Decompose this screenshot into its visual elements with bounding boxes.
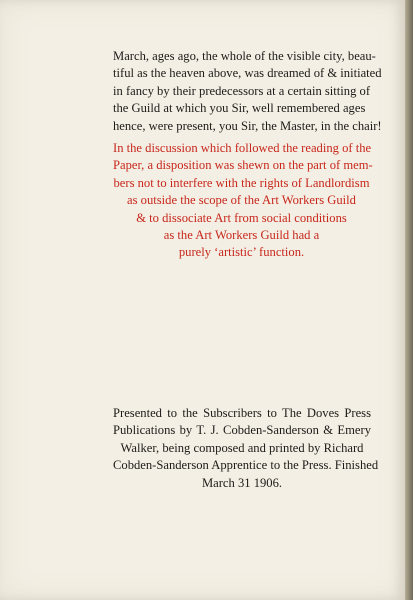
colophon-line: Publications by T. J. Cobden-Sanderson & Emery bbox=[113, 423, 371, 438]
paragraph-two-line: In the discussion which followed the reading of the bbox=[113, 141, 372, 155]
colophon-line: March 31 1906. bbox=[201, 475, 283, 490]
paragraph-two-line: bers not to interfere with the rights of Landlordism bbox=[113, 175, 370, 190]
paragraph-two-red bbox=[113, 140, 373, 262]
colophon bbox=[113, 405, 379, 492]
page-edge bbox=[405, 0, 413, 600]
paragraph-one-line: hence, were present, you Sir, the Master, in the chair! bbox=[113, 118, 382, 133]
colophon-line: Cobden-Sanderson Apprentice to the Press. Finished bbox=[113, 458, 379, 473]
paragraph-two-line: & to dissociate Art from social conditions bbox=[136, 210, 347, 225]
colophon-line: Walker, being composed and printed by Richard bbox=[120, 440, 364, 455]
paragraph-one bbox=[113, 48, 382, 135]
paragraph-one-line: in fancy by their predecessors at a certain sitting of bbox=[113, 83, 371, 98]
paragraph-one-line: March, ages ago, the whole of the visible city, beau- bbox=[113, 49, 376, 63]
paragraph-two-line: as outside the scope of the Art Workers Guild bbox=[127, 193, 356, 208]
paragraph-two-line: Paper, a disposition was shewn on the part of mem- bbox=[113, 158, 373, 173]
paragraph-two-line: as the Art Workers Guild had a bbox=[163, 228, 320, 243]
paragraph-two-line: purely ‘artistic’ function. bbox=[178, 245, 305, 260]
paragraph-one-line: tiful as the heaven above, was dreamed of & initiated bbox=[113, 66, 382, 81]
paragraph-one-line: the Guild at which you Sir, well remembered ages bbox=[113, 101, 366, 116]
colophon-line: Presented to the Subscribers to The Doves Press bbox=[113, 406, 371, 420]
